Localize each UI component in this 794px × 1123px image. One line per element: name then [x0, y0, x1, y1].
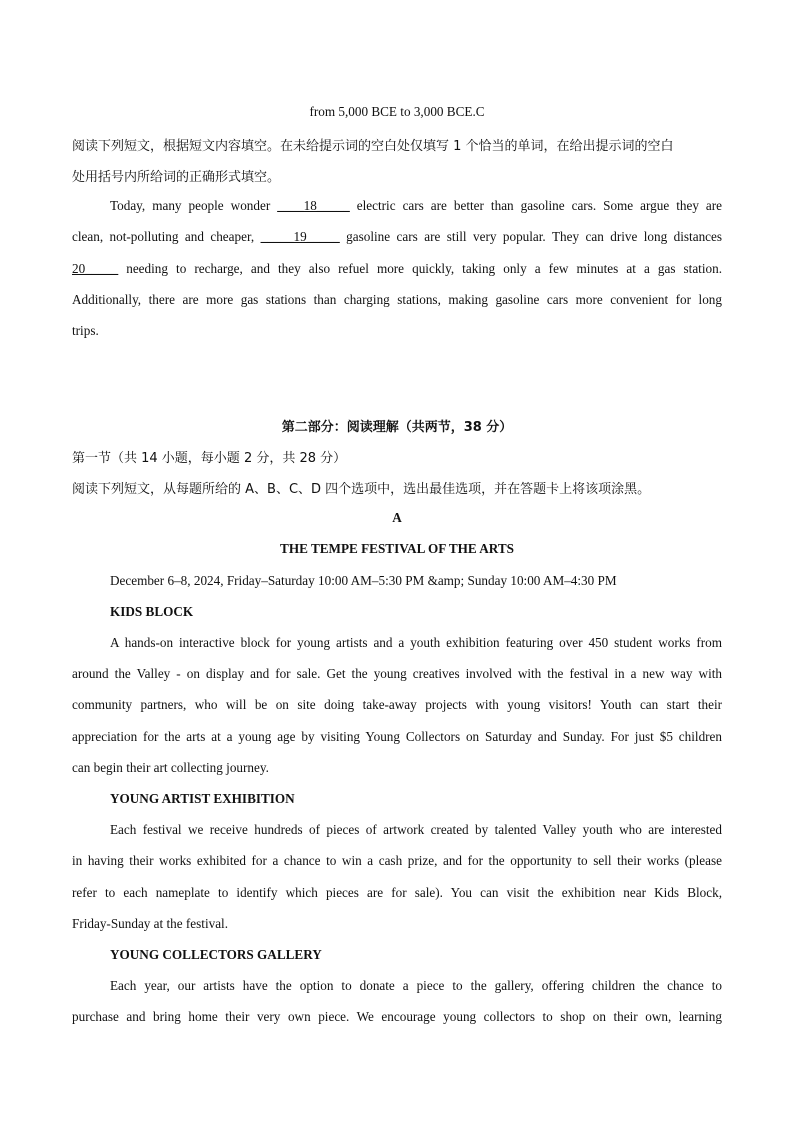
kids-block-heading: KIDS BLOCK — [110, 604, 194, 619]
cloze-paragraph-line-4: Additionally, there are more gas stations than charging stations, making gasoline cars more convenient for long — [72, 292, 722, 307]
young-artist-exhibition-heading: YOUNG ARTIST EXHIBITION — [110, 791, 295, 806]
reading-instruction: 阅读下列短文，从每题所给的 A、B、C、D 四个选项中，选出最佳选项，并在答题卡上将该项涂黑。 — [72, 482, 651, 497]
young-collectors-gallery-heading: YOUNG COLLECTORS GALLERY — [110, 947, 322, 962]
kids-block-line-3: community partners, who will be on site doing take-away projects with young visitors! Youth can start their — [72, 697, 722, 712]
cloze-paragraph-line-3 — [72, 261, 722, 277]
cloze-text: needing to recharge, and they also refuel more quickly, taking only a few minutes at a gas station. — [126, 261, 722, 276]
exhibition-line-3: refer to each nameplate to identify which pieces are for sale). You can visit the exhibition near Kids Block, — [72, 885, 722, 900]
cloze-text: Today, many people wonder — [110, 198, 271, 213]
exhibition-line-1: Each festival we receive hundreds of pieces of artwork created by talented Valley youth who are interested — [110, 822, 722, 837]
passage-letter: A — [392, 510, 402, 525]
cloze-instruction-line-2: 处用括号内所给词的正确形式填空。 — [72, 170, 281, 185]
passage-title: THE TEMPE FESTIVAL OF THE ARTS — [280, 541, 514, 556]
cloze-paragraph-line-2 — [72, 229, 722, 245]
exhibition-line-4: Friday-Sunday at the festival. — [72, 916, 229, 931]
cloze-paragraph-line-1 — [72, 198, 722, 214]
part2-title: 第二部分：阅读理解（共两节，38 分） — [281, 420, 513, 435]
kids-block-line-2: around the Valley - on display and for sale. Get the young creatives involved with the festival in a new way with — [72, 666, 722, 681]
blank-19: _____19_____ — [260, 229, 340, 244]
kids-block-line-5: can begin their art collecting journey. — [72, 760, 269, 775]
cloze-text: electric cars are better than gasoline cars. Some argue they are — [356, 198, 723, 213]
cloze-paragraph-line-5: trips. — [72, 323, 99, 338]
cloze-text: clean, not-polluting and cheaper, — [72, 229, 255, 244]
kids-block-line-1: A hands-on interactive block for young artists and a youth exhibition featuring over 450 student works from — [110, 635, 722, 650]
cloze-instruction-line-1: 阅读下列短文，根据短文内容填空。在未给提示词的空白处仅填写 1 个恰当的单词，在给出提示词的空白 — [72, 139, 674, 154]
festival-dates: December 6–8, 2024, Friday–Saturday 10:00 AM–5:30 PM &amp; Sunday 10:00 AM–4:30 PM — [110, 573, 617, 588]
gallery-line-2: purchase and bring home their very own piece. We encourage young collectors to shop on their own, learning — [72, 1009, 722, 1024]
exhibition-line-2: in having their works exhibited for a chance to win a cash prize, and for the opportunity to sell their works (please — [72, 853, 722, 868]
cloze-text: gasoline cars are still very popular. They can drive long distances — [346, 229, 723, 244]
gallery-line-1: Each year, our artists have the option to donate a piece to the gallery, offering children the chance to — [110, 978, 722, 993]
kids-block-line-4: appreciation for the arts at a young age by visiting Young Collectors on Saturday and Sunday. For just $5 children — [72, 729, 722, 744]
blank-20: 20_____ — [72, 261, 119, 276]
header-line: from 5,000 BCE to 3,000 BCE.C — [309, 104, 485, 119]
section1-heading: 第一节（共 14 小题，每小题 2 分，共 28 分） — [72, 451, 347, 466]
blank-18: ____18_____ — [277, 198, 350, 213]
